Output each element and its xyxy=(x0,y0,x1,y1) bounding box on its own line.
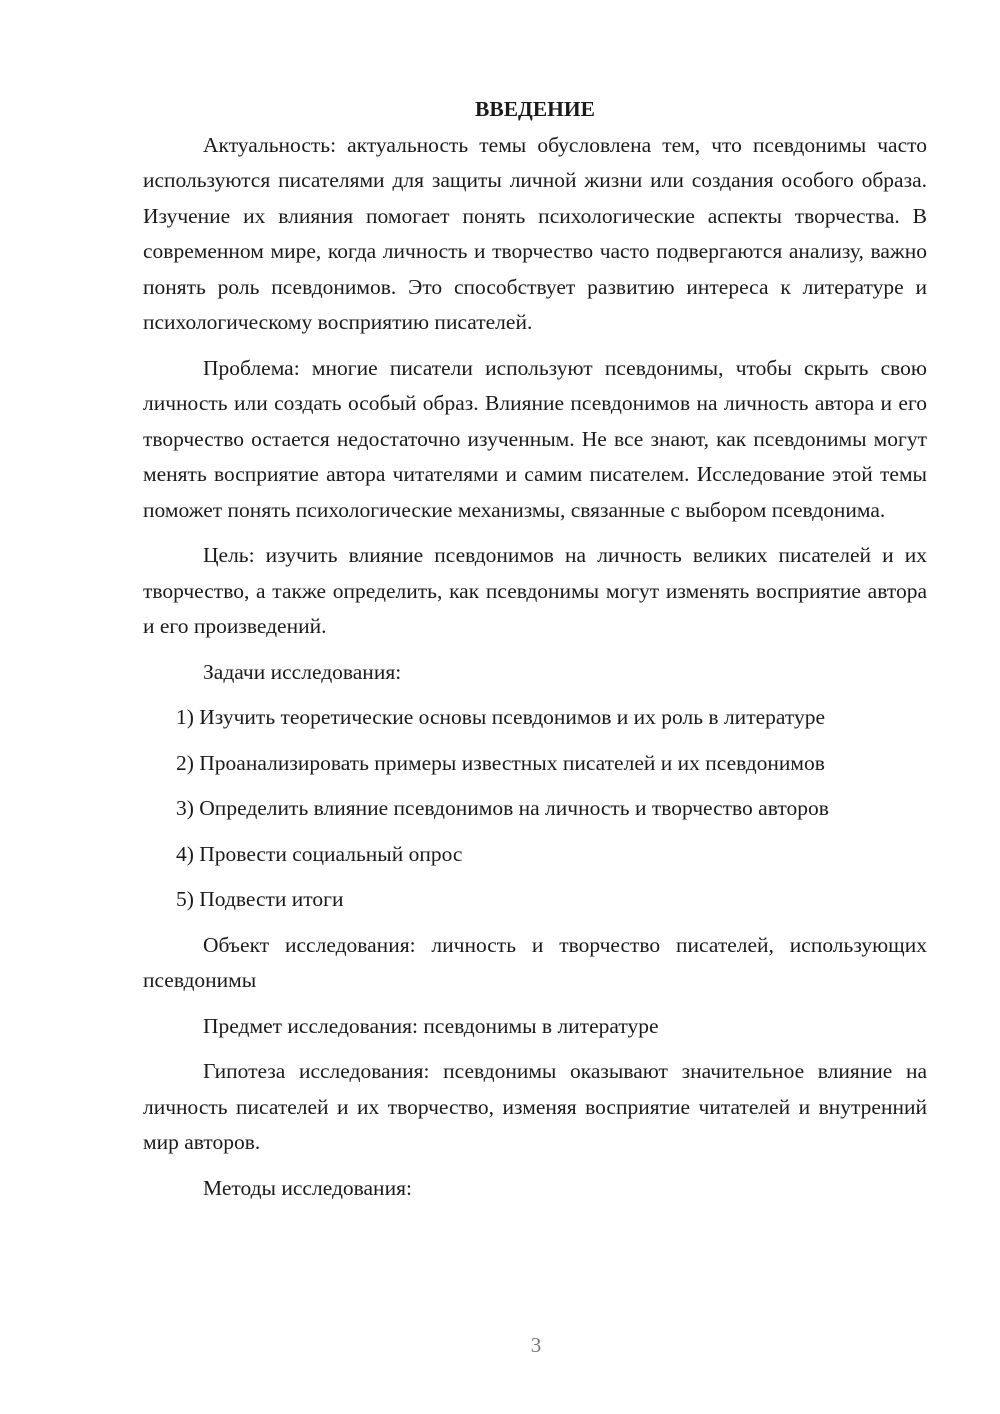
list-item: 3) Определить влияние псевдонимов на личность и творчество авторов xyxy=(176,796,829,820)
paragraph-object: Объект исследования: личность и творчество писателей, использующих псевдонимы xyxy=(143,932,927,992)
list-item: 1) Изучить теоретические основы псевдонимов и их роль в литературе xyxy=(176,705,826,729)
paragraph-goal: Цель: изучить влияние псевдонимов на личность великих писателей и их творчество, а также определить, как псевдонимы могут изменять восприятие автора и его произведений. xyxy=(143,543,927,638)
page-number: 3 xyxy=(530,1333,542,1357)
paragraph-relevance: Актуальность: актуальность темы обусловлена тем, что псевдонимы часто используются писателями для защиты личной жизни или создания особого образа. Изучение их влияния помогает понять психологические аспекты творчества. В современном мире, когда личность и творчество часто подвергаются анализу, важно понять роль псевдонимов. Это способствует развитию интереса к литературе и психологическому восприятию писателей. xyxy=(143,132,927,334)
list-item: 2) Проанализировать примеры известных писателей и их псевдонимов xyxy=(176,750,825,775)
paragraph-subject: Предмет исследования: псевдонимы в литературе xyxy=(203,1013,659,1038)
list-item: 4) Провести социальный опрос xyxy=(176,841,463,866)
tasks-heading: Задачи исследования: xyxy=(203,659,402,684)
list-item: 5) Подвести итоги xyxy=(176,887,344,911)
section-heading: ВВЕДЕНИЕ xyxy=(475,97,595,121)
tasks-list xyxy=(143,700,927,918)
paragraph-problem: Проблема: многие писатели используют псевдонимы, чтобы скрыть свою личность или создать особый образ. Влияние псевдонимов на личность автора и его творчество остается недостаточно изученным. Не все знают, как псевдонимы могут менять восприятие автора читателями и самим писателем. Исследование этой темы поможет понять психологические механизмы, связанные с выбором псевдонима. xyxy=(143,355,927,522)
paragraph-hypothesis: Гипотеза исследования: псевдонимы оказывают значительное влияние на личность писателей и их творчество, изменяя восприятие читателей и внутренний мир авторов. xyxy=(143,1059,927,1154)
methods-heading: Методы исследования: xyxy=(203,1175,412,1200)
page-content xyxy=(143,92,927,1216)
